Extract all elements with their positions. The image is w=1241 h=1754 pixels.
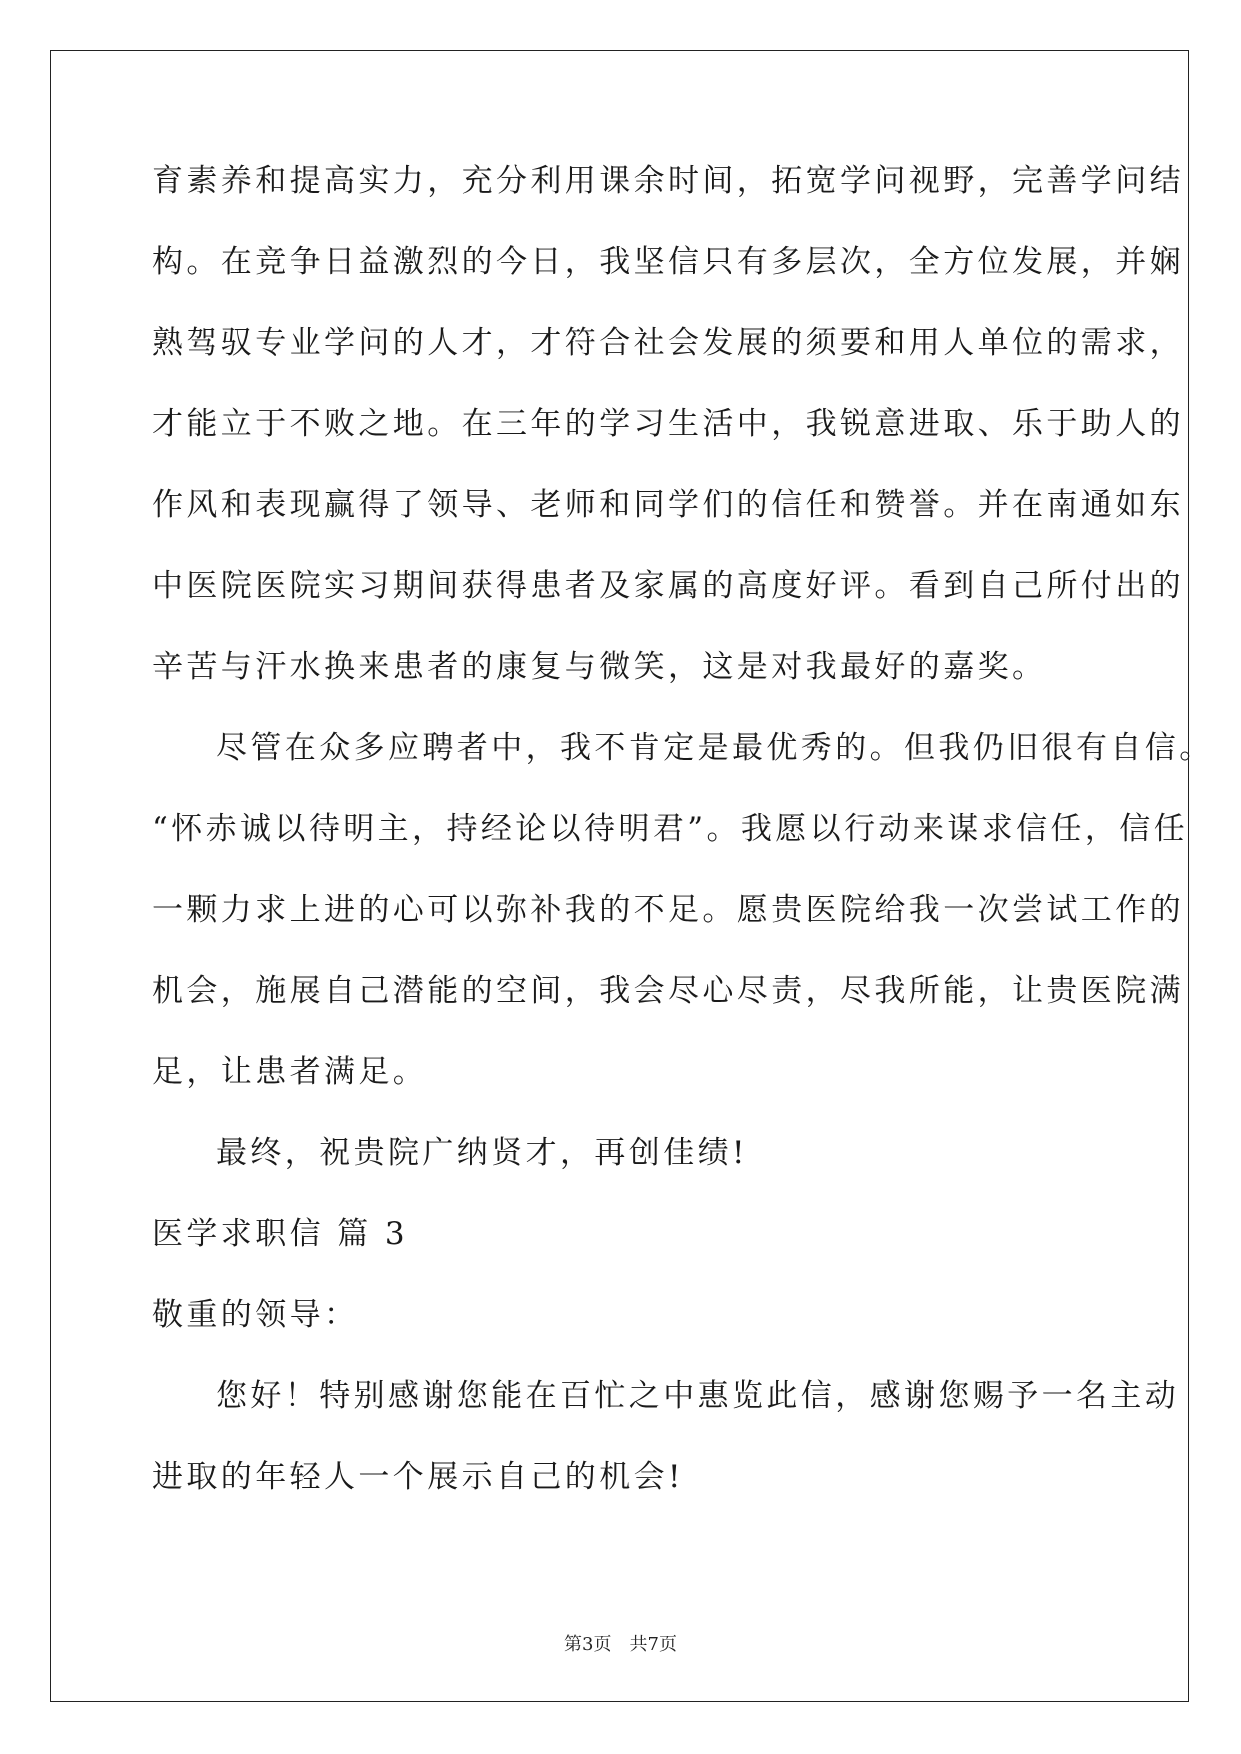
text-line: 构。在竞争日益激烈的今日，我坚信只有多层次，全方位发展，并娴 (152, 244, 1184, 280)
section-heading: 医学求职信 篇 3 (152, 1216, 409, 1252)
text-line: 一颗力求上进的心可以弥补我的不足。愿贵医院给我一次尝试工作的 (152, 892, 1184, 928)
text-line: 作风和表现赢得了领导、老师和同学们的信任和赞誉。并在南通如东 (152, 487, 1184, 523)
text-line: 才能立于不败之地。在三年的学习生活中，我锐意进取、乐于助人的 (152, 406, 1184, 442)
text-line: 育素养和提高实力，充分利用课余时间，拓宽学问视野，完善学问结 (152, 163, 1184, 199)
document-body (152, 160, 1214, 1537)
closing-wish: 最终，祝贵院广纳贤才，再创佳绩! (216, 1135, 748, 1171)
text-line: 进取的年轻人一个展示自己的机会! (152, 1459, 684, 1495)
page-number: 第3页 (564, 1634, 612, 1655)
text-line: 辛苦与汗水换来患者的康复与微笑，这是对我最好的嘉奖。 (152, 649, 1047, 685)
salutation: 敬重的领导： (152, 1297, 359, 1333)
paragraph-first-line: 尽管在众多应聘者中，我不肯定是最优秀的。但我仍旧很有自信。 (216, 730, 1214, 766)
text-line: 足，让患者满足。 (152, 1054, 428, 1090)
text-line: 熟驾驭专业学问的人才，才符合社会发展的须要和用人单位的需求， (152, 325, 1184, 361)
page-total: 共7页 (629, 1634, 677, 1655)
text-line: “怀赤诚以待明主，持经论以待明君”。我愿以行动来谋求信任，信任 (152, 811, 1189, 847)
text-line: 中医院医院实习期间获得患者及家属的高度好评。看到自己所付出的 (152, 568, 1184, 604)
page-footer (0, 1630, 1241, 1656)
text-line: 机会，施展自己潜能的空间，我会尽心尽责，尽我所能，让贵医院满 (152, 973, 1184, 1009)
paragraph-first-line: 您好！特别感谢您能在百忙之中惠览此信，感谢您赐予一名主动 (216, 1378, 1180, 1414)
